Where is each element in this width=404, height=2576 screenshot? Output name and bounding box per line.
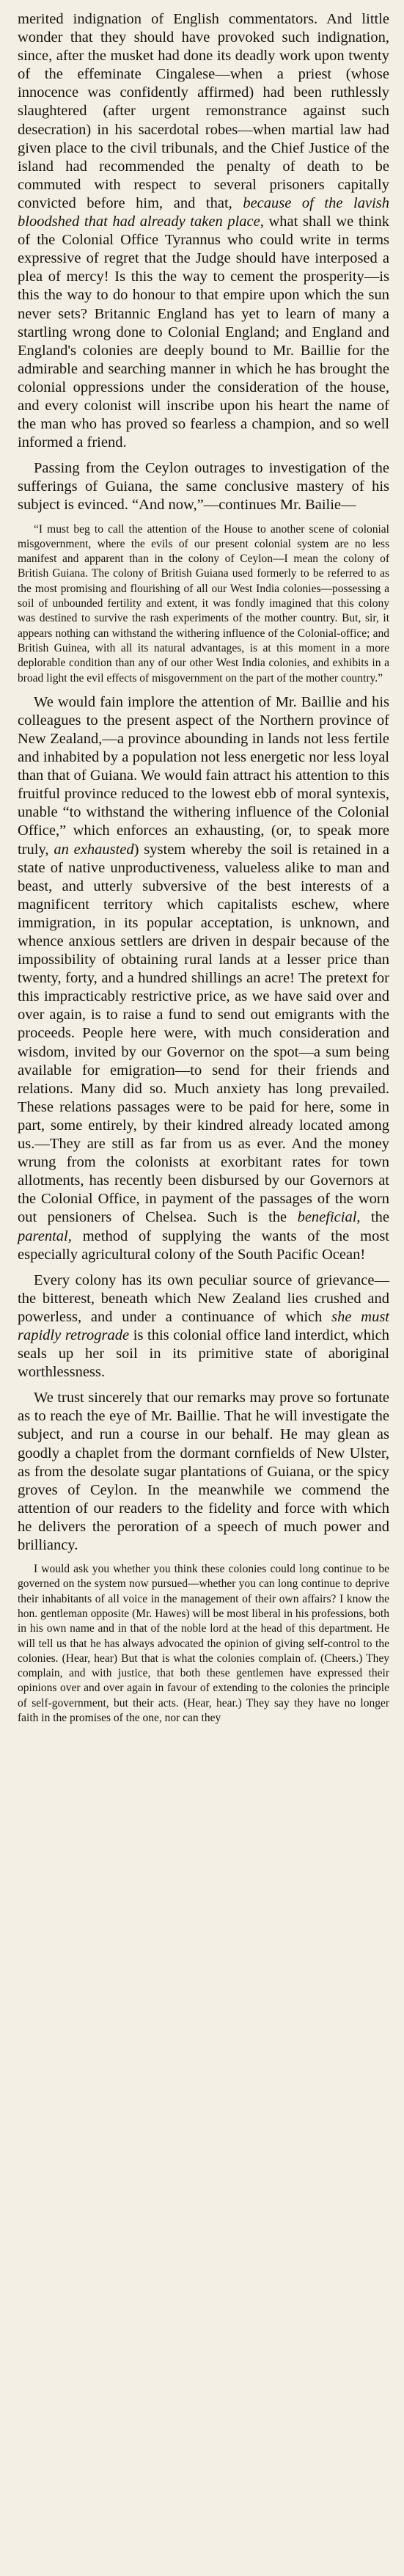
text-run: merited indignation of English commentators. And little wonder that they should have provoked such indignation, since, after the musket had done its deadly work upon twenty of the effeminate Cingalese—when a priest (whose innocence was confidently affirmed) had been ruthlessly slaughtered (after urgent remonstrance against such desecration) in his sacerdotal robes—when martial law had given place to the civil tribunals, and the Chief Justice of the island had recommended the penalty of death to be commuted with respect to several prisoners capitally convicted before him, and that, — [18, 11, 389, 211]
text-run: I would ask you whether you think these colonies could long continue to be governed on the system now pursued—whether you can long continue to deprive their inhabitants of all voice in the management of their own affairs? I know the hon. gentleman opposite (Mr. Hawes) will be most liberal in his professions, both in his own name and in that of the noble lord at the head of this department. He will tell us that he has always advocated the opinion of giving self-control to the colonies. (Hear, hear) But that is what the colonies complain of. (Cheers.) They complain, and with justice, that both these gentlemen have expressed their opinions over and over again in favour of extending to the colonies the principle of self-government, but their acts. (Hear, hear.) They say they have no longer faith in the promises of the one, nor can they — [18, 1563, 389, 1725]
italic-run: beneficial — [297, 1209, 357, 1226]
text-run: Every colony has its own peculiar source of grievance—the bitterest, beneath which New Zealand lies crushed and powerless, and under a continuance of which — [18, 1271, 389, 1325]
italic-run: because of the lavish bloodshed that had already taken place — [18, 194, 389, 230]
paragraph-colony-grievance — [18, 1271, 389, 1382]
text-run: , the — [356, 1209, 390, 1226]
text-run: We trust sincerely that our remarks may prove so fortunate as to reach the eye of Mr. Baillie. That he will investigate the subject, and run a course in our behalf. He may glean as goodly a chaplet from the dormant cornfields of New Ulster, as from the desolate sugar plantations of Guiana, or the spicy groves of Ceylon. In the meanwhile we commend the attention of our readers to the fidelity and force with which he delivers the peroration of a speech of much power and brilliancy. — [18, 1390, 389, 1554]
text-run: , method of supplying the wants of the most especially agricultural colony of the South Pacific Ocean! — [18, 1227, 389, 1263]
article-body — [18, 10, 389, 1726]
paragraph-new-zealand — [18, 693, 389, 1264]
italic-run: parental — [18, 1227, 68, 1244]
italic-run: an exhausted — [54, 841, 134, 858]
text-run: We would fain implore the attention of Mr. Baillie and his colleagues to the present aspect of the Northern province of New Zealand,—a province abounding in lands not less fertile and inhabited by a population not less energetic nor less loyal than that of Guiana. We would fain attract his attention to this fruitful province reduced to the lowest ebb of moral syntexis, unable “to withstand the withering influence of the Colonial Office,” which enforces an exhausting, (or, to speak more truly, — [18, 693, 389, 858]
italic-run: she must rapidly retrograde — [18, 1308, 389, 1343]
text-run: , what shall we think of the Colonial Office Tyrannus who could write in terms expressive of regret that the Judge should have interposed a plea of mercy! Is this the way to cement the prosperity—is this the way to do honour to that empire upon which the sun never sets? Britannic England has yet to learn of many a startling wrong done to Colonial England; and England and England's colonies are deeply bound to Mr. Baillie for the admirable and searching manner in which he has brought the colonial oppressions under the consideration of the house, and every colonist will inscribe upon his heart the name of the man who has proved so fearless a champion, and so well informed a friend. — [18, 214, 389, 451]
text-run: Passing from the Ceylon outrages to investigation of the sufferings of Guiana, the same conclusive mastery of his subject is evinced. “And now,”—continues Mr. Bailie— — [18, 460, 389, 514]
text-run: ) system whereby the soil is retained in a state of native unproductiveness, valueless alike to man and beast, and utterly subversive of the best interests of a magnificent territory which capitalists eschew, where immigration, in its popular acceptation, is unknown, and whence anxious settlers are driven in despair because of the impossibility of obtaining rural lands at a lesser price than twenty, forty, and a hundred shillings an acre! The pretext for this impracticably restrictive price, as we have said over and over again, is to raise a fund to send out emigrants with the proceeds. People here were, with much consideration and wisdom, invited by our Governor on the spot—a sum being available for emigration—to send for their friends and relations. Many did so. Much anxiety has long prevailed. These relations passages were to be paid for here, some in part, some entirely, by their kindred already located among us.—They are still as far from us as ever. And the money wrung from the colonists at exorbitant rates for town allotments, has recently been disbursed by our Governors at the Colonial Office, in payment of the passages of the worn out pensioners of Chelsea. Such is the — [18, 841, 389, 1226]
text-run: is this colonial office land interdict, which seals up her soil in its primitive state of aboriginal worthlessness. — [18, 1327, 389, 1381]
text-run: “I must beg to call the attention of the House to another scene of colonial misgovernment, where the evils of our present colonial system are no less manifest and apparent than in the colony of Ceylon—I mean the colony of British Guiana. The colony of British Guiana used formerly to be referred to as the most promising and flourishing of all our West India colonies—possessing a soil of unbounded fertility and extent, it was fondly imagined that this colony was destined to survive the rash experiments of the mother country. But, sir, it appears nothing can withstand the withering influence of the Colonial-office; and British Guinea, with all its natural advantages, is at this moment in a more deplorable condition than any of our other West India colonies, and exhibits in a broad light the evil effects of misgovernment on the part of the mother country.” — [18, 522, 389, 685]
quoted-speech-guiana — [18, 522, 389, 686]
paragraph-ceylon-outrages — [18, 10, 389, 452]
paragraph-guiana-intro — [18, 459, 389, 514]
quoted-speech-peroration — [18, 1562, 389, 1726]
paragraph-appeal-to-baillie — [18, 1389, 389, 1555]
